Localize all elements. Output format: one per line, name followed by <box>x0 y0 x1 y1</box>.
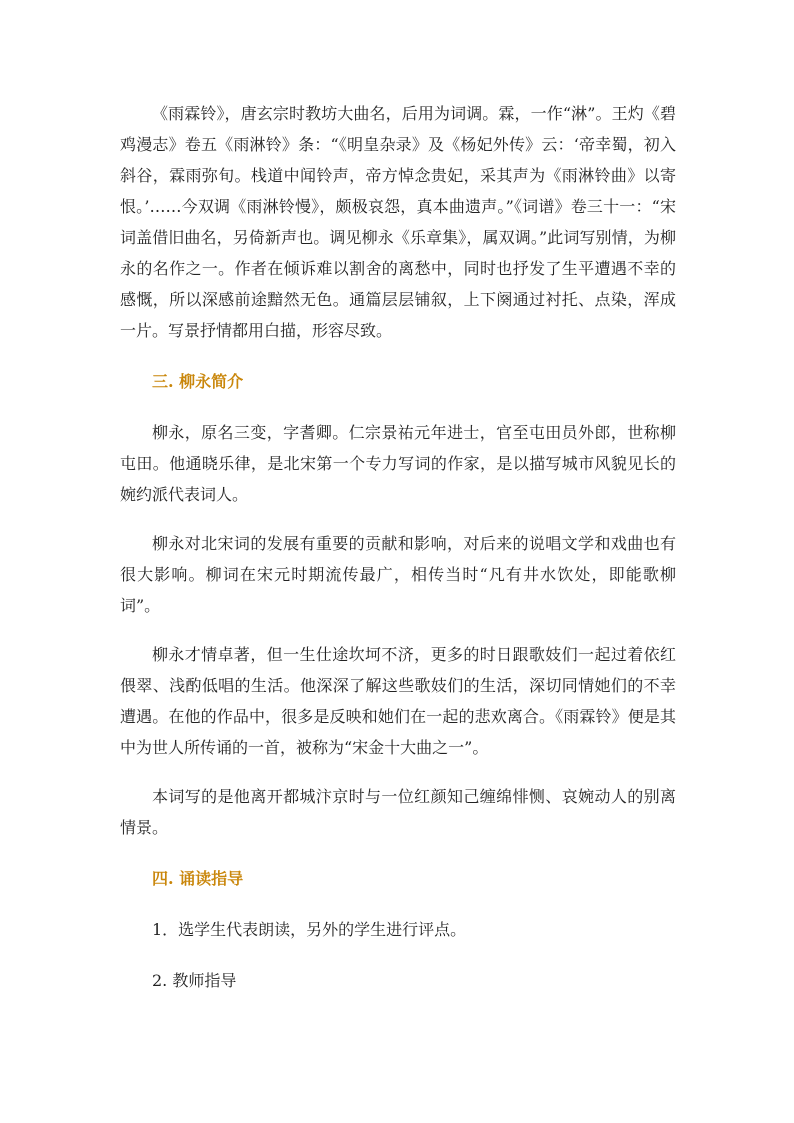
document-body <box>120 98 676 996</box>
section-heading-reading-guide: 四. 诵读指导 <box>152 869 244 888</box>
list-item-2: 2. 教师指导 <box>152 971 237 990</box>
section-heading-liu-yong-intro: 三. 柳永简介 <box>152 372 244 391</box>
bio-paragraph-1: 柳永，原名三变，字耆卿。仁宗景祐元年进士，官至屯田员外郎，世称柳屯田。他通晓乐律，是北宋第一个专力写词的作家，是以描写城市风貌见长的婉约派代表词人。 <box>120 423 676 504</box>
intro-paragraph: 《雨霖铃》，唐玄宗时教坊大曲名，后用为词调。霖，一作“淋”。王灼《碧鸡漫志》卷五《雨淋铃》条：“《明皇杂录》及《杨妃外传》云：‘帝幸蜀，初入斜谷，霖雨弥旬。栈道中闻铃声，帝方悼念贵妃，采其声为《雨淋铃曲》以寄恨。’……今双调《雨淋铃慢》，颇极哀怨，真本曲遗声。”《词谱》卷三十一：“宋词盖借旧曲名，另倚新声也。调见柳永《乐章集》，属双调。”此词写别情，为柳永的名作之一。作者在倾诉难以割舍的离愁中，同时也抒发了生平遭遇不幸的感慨，所以深感前途黯然无色。通篇层层铺叙，上下阕通过衬托、点染，浑成一片。写景抒情都用白描，形容尽致。 <box>120 104 676 340</box>
bio-paragraph-3: 柳永才情卓著，但一生仕途坎坷不济，更多的时日跟歌妓们一起过着依红偎翠、浅酌低唱的生活。他深深了解这些歌妓们的生活，深切同情她们的不幸遭遇。在他的作品中，很多是反映和她们在一起的悲欢离合。《雨霖铃》便是其中为世人所传诵的一首，被称为“宋金十大曲之一”。 <box>120 645 676 757</box>
bio-paragraph-2: 柳永对北宋词的发展有重要的贡献和影响，对后来的说唱文学和戏曲也有很大影响。柳词在宋元时期流传最广，相传当时“凡有井水饮处，即能歌柳词”。 <box>120 534 676 615</box>
list-item-1: 1．选学生代表朗读，另外的学生进行评点。 <box>152 920 467 939</box>
bio-paragraph-4: 本词写的是他离开都城汴京时与一位红颜知己缠绵悱恻、哀婉动人的别离情景。 <box>120 787 676 837</box>
